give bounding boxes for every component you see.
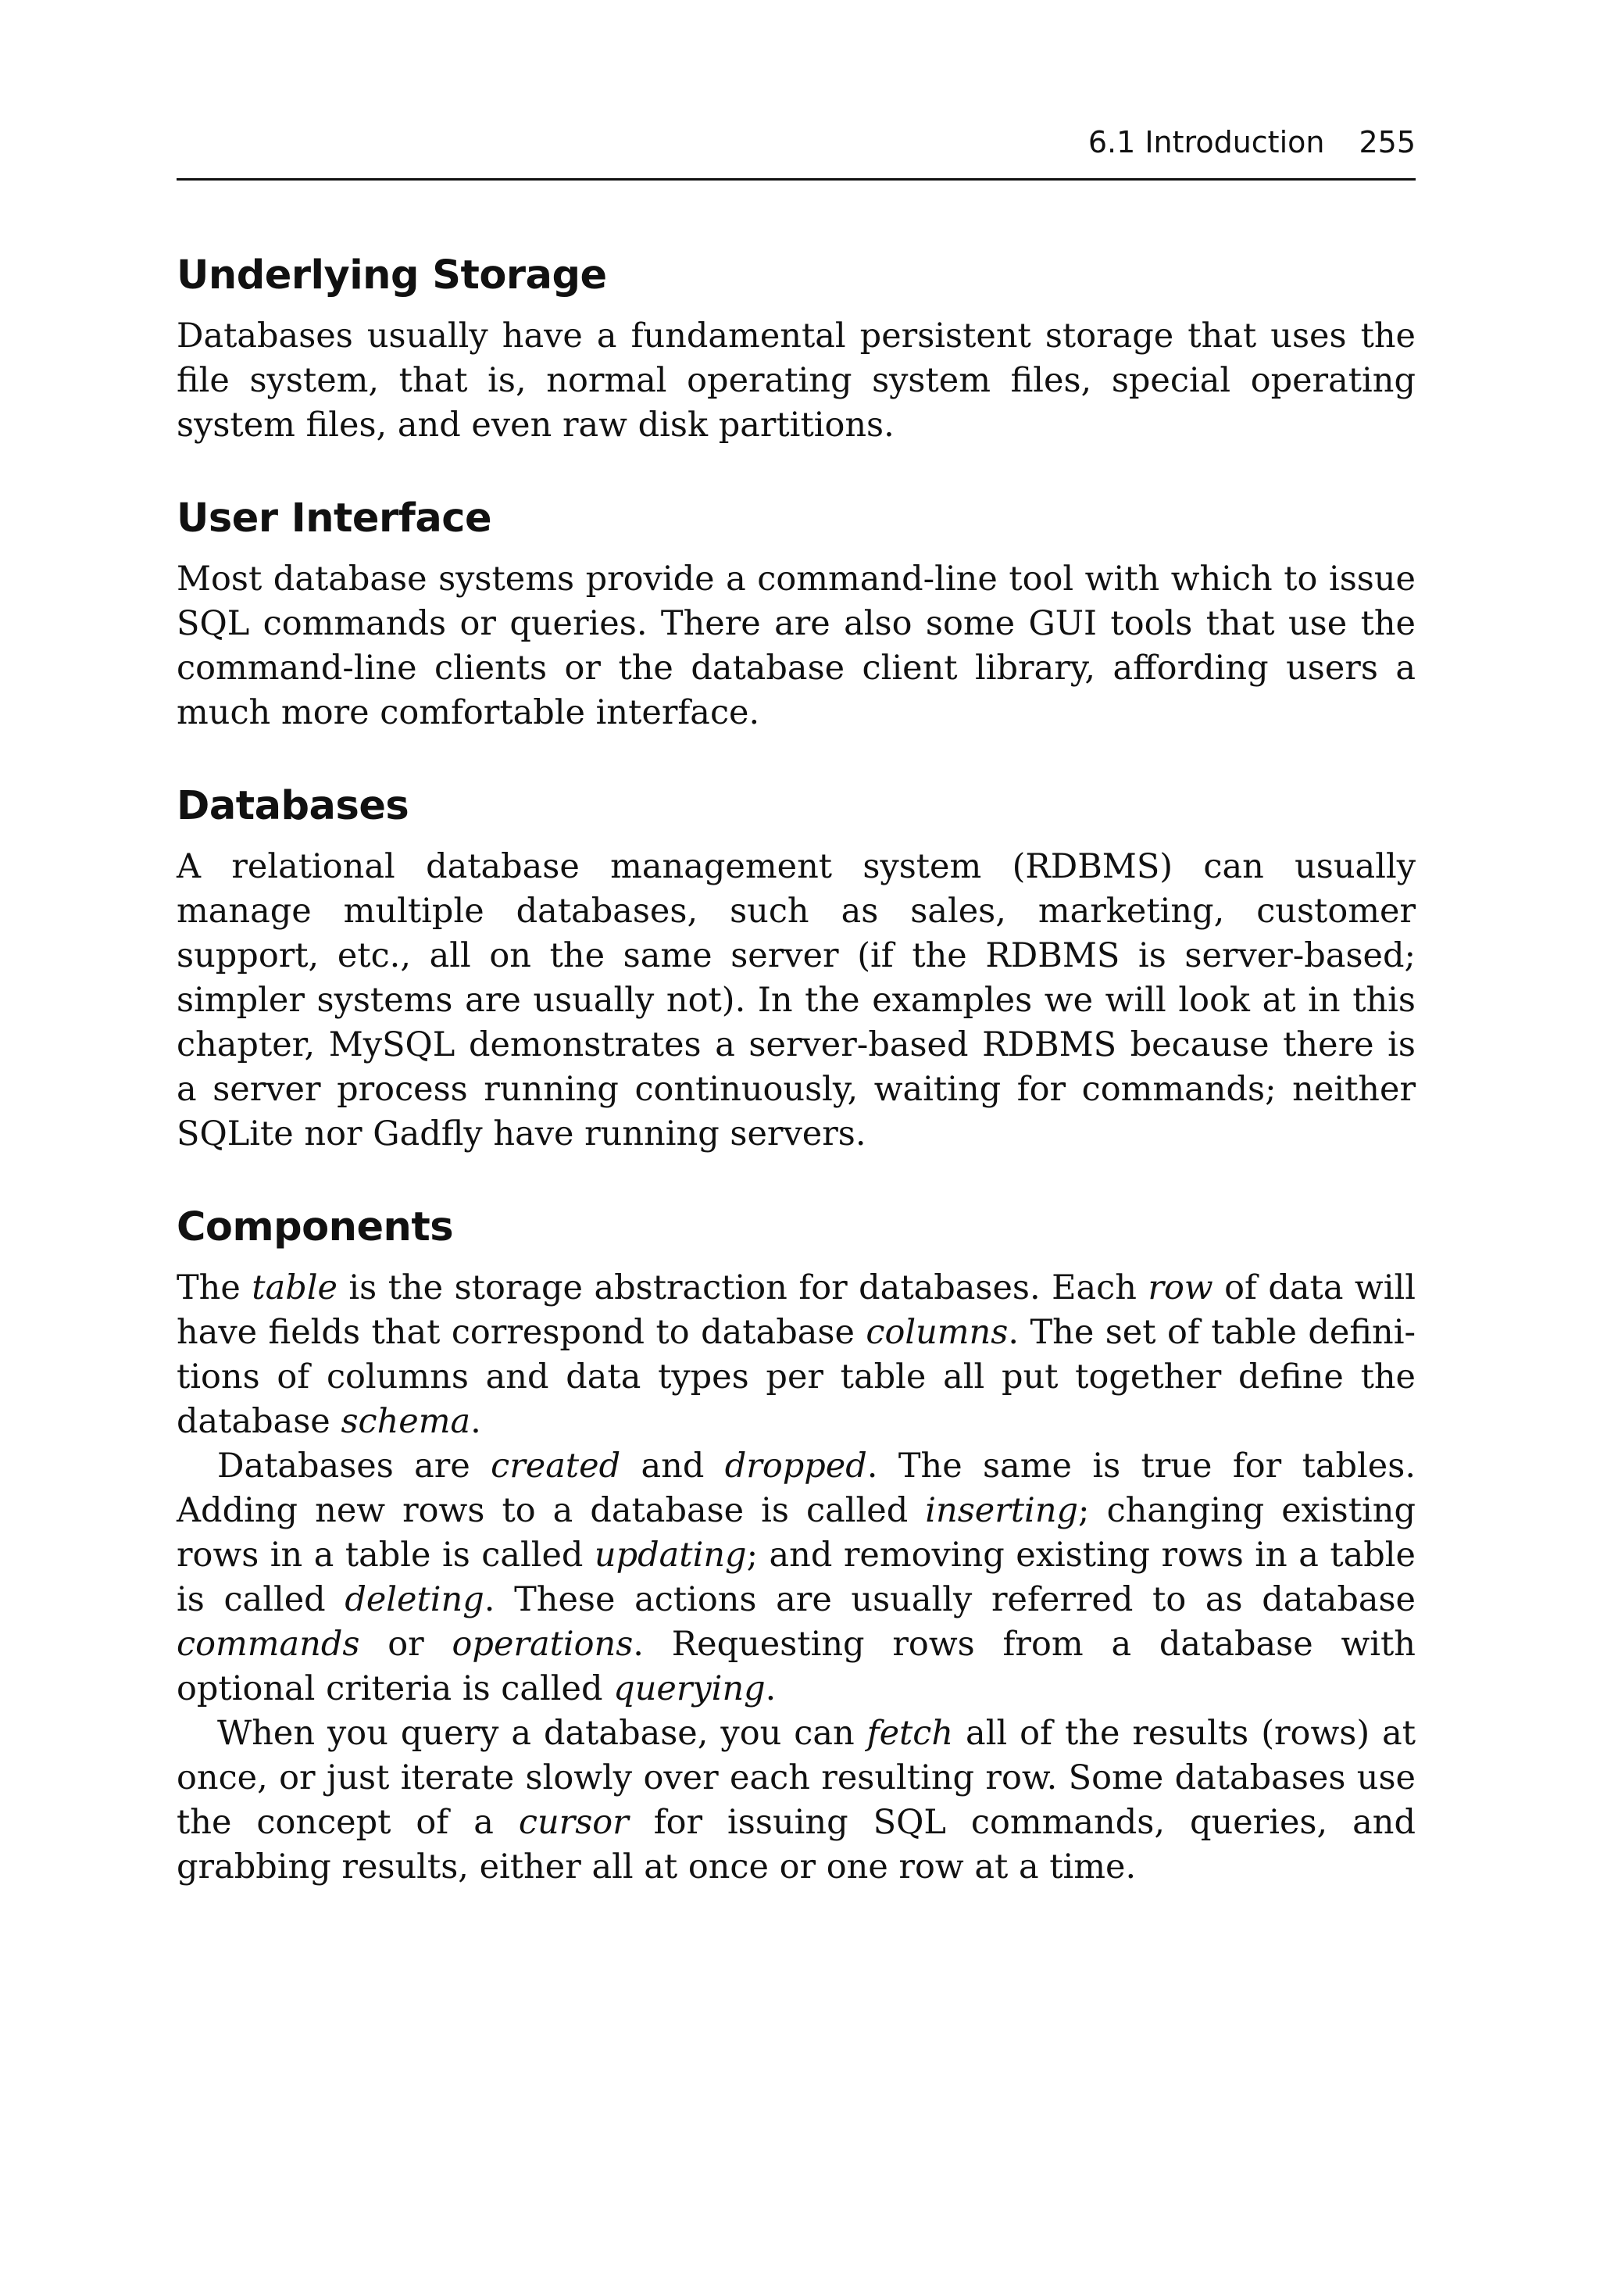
- emphasized-term: querying: [613, 1669, 766, 1708]
- section-heading: User Interface: [177, 495, 492, 542]
- emphasized-term: commands: [177, 1625, 360, 1664]
- emphasized-term: cursor: [518, 1803, 629, 1842]
- section: [177, 779, 1416, 1157]
- section-heading: Underlying Storage: [177, 252, 607, 299]
- text-run: . These actions are usually referred to as database: [484, 1580, 1416, 1619]
- text-run: .: [470, 1402, 481, 1441]
- body-paragraph: [177, 1444, 1416, 1711]
- text-run: The: [177, 1268, 252, 1307]
- emphasized-term: inserting: [925, 1491, 1079, 1530]
- text-run: ; changing existing rows in a table is called: [177, 1491, 1416, 1575]
- text-run: . Requesting rows from a database with optional criteria is called: [177, 1625, 1416, 1708]
- emphasized-term: deleting: [345, 1580, 484, 1619]
- text-run: for issuing SQL commands, queries, and grabbing results, either all at once or one row at a time.: [177, 1803, 1416, 1887]
- emphasized-term: columns: [866, 1313, 1009, 1352]
- emphasized-term: dropped: [724, 1447, 867, 1486]
- text-run: ; and removing existing rows in a table is called: [177, 1536, 1416, 1619]
- text-run: and: [620, 1447, 725, 1486]
- emphasized-term: table: [252, 1268, 338, 1307]
- text-run: Most database systems provide a command-line tool with which to issue SQL commands or queries. There are also some GUI tools that use the command-line clients or the database client library, affording users a much more comfortable interface.: [177, 560, 1416, 732]
- text-run: is the storage abstraction for databases. Each: [337, 1268, 1148, 1307]
- section: [177, 492, 1416, 735]
- section-heading: Databases: [177, 783, 409, 829]
- body-paragraph: [177, 1266, 1416, 1444]
- text-run: . The same is true for tables. Adding new rows to a database is called: [177, 1447, 1416, 1530]
- emphasized-term: row: [1148, 1268, 1213, 1307]
- text-run: Databases are: [217, 1447, 491, 1486]
- emphasized-term: fetch: [866, 1714, 954, 1753]
- section: [177, 249, 1416, 448]
- text-run: Databases usually have a fundamental persistent storage that uses the file system, that is, normal operating system files, special operating system files, and even raw disk partitions.: [177, 317, 1416, 445]
- section-heading: Components: [177, 1204, 454, 1250]
- text-run: of data will have fields that correspond to database: [177, 1268, 1416, 1352]
- body-paragraph: [177, 845, 1416, 1157]
- emphasized-term: updating: [594, 1536, 747, 1575]
- emphasized-term: operations: [452, 1625, 634, 1664]
- text-run: . The set of table definitions of columns and data types per table all put together define the database: [177, 1313, 1416, 1441]
- header-rule: [177, 178, 1416, 181]
- text-run: or: [359, 1625, 452, 1664]
- section: [177, 1200, 1416, 1890]
- text-run: all of the results (rows) at once, or just iterate slowly over each resulting row. Some databases use the concept of a: [177, 1714, 1416, 1842]
- text-run: .: [765, 1669, 777, 1708]
- body-paragraph: [177, 1711, 1416, 1890]
- running-head-section: 6.1 Introduction: [1088, 125, 1325, 159]
- page-body: [177, 249, 1416, 1933]
- body-paragraph: [177, 314, 1416, 448]
- body-paragraph: [177, 557, 1416, 735]
- text-run: A relational database management system (RDBMS) can usually manage multiple databases, such as sales, marketing, customer support, etc., all on the same server (if the RDBMS is server-based; simpler systems are usually not). In the examples we will look at in this chapter, MySQL demonstrates a server-based RDBMS because there is a server process running continuously, waiting for commands; neither SQLite nor Gadfly have running servers.: [177, 847, 1416, 1153]
- emphasized-term: schema: [341, 1402, 471, 1441]
- running-head: [1088, 122, 1416, 163]
- text-run: When you query a database, you can: [217, 1714, 867, 1753]
- emphasized-term: created: [491, 1447, 621, 1486]
- page-number: 255: [1359, 125, 1416, 159]
